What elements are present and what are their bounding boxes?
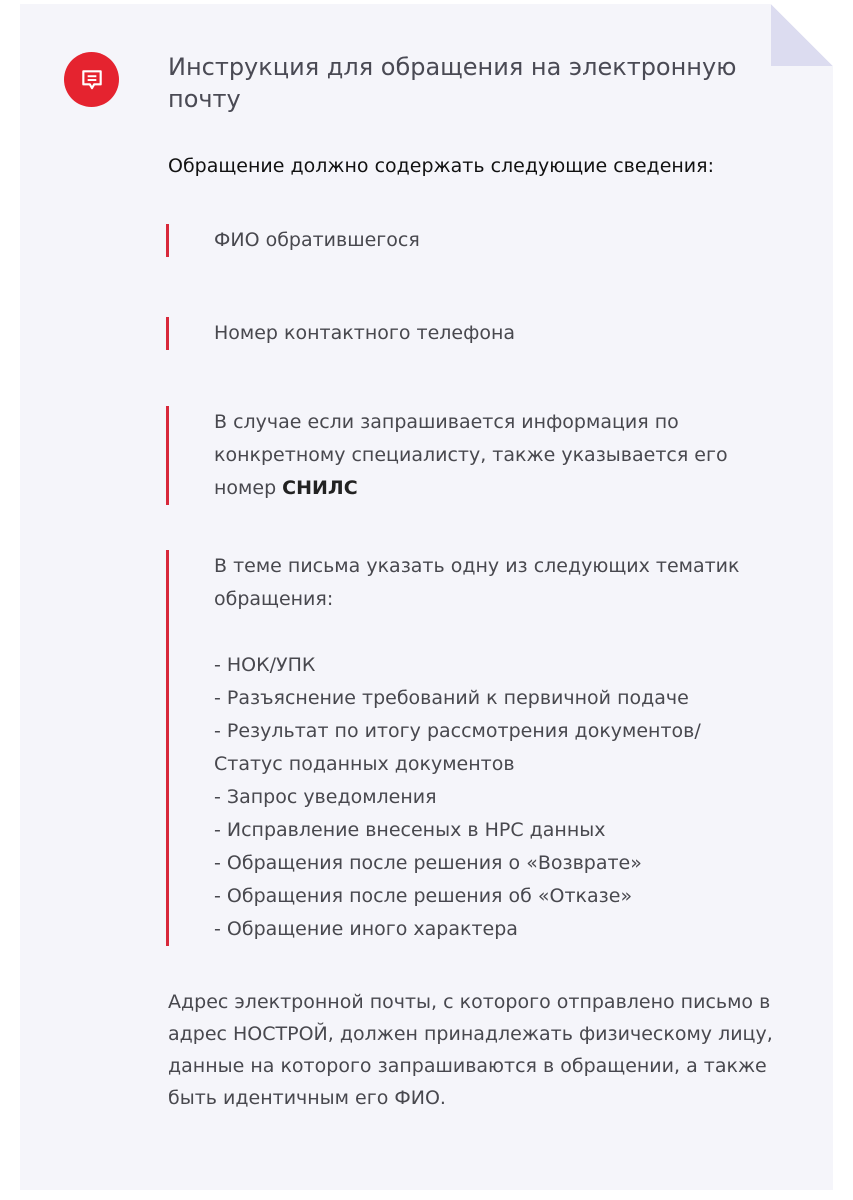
requirement-bold-text: СНИЛС xyxy=(282,477,358,499)
footer-note: Адрес электронной почты, с которого отправлено письмо в адрес НОСТРОЙ, должен принадлежать физическому лицу, данные на которого запрашиваются в обращении, а также быть идентичным его ФИО. xyxy=(168,991,773,1109)
message-icon xyxy=(64,52,119,107)
instruction-card xyxy=(20,4,833,1190)
requirement-text: В теме письма указать одну из следующих тематик обращения: xyxy=(214,555,740,610)
requirement-item-name xyxy=(166,224,766,257)
requirement-item-phone xyxy=(166,317,766,350)
topic-item: - Обращения после решения об «Отказе» xyxy=(214,885,633,907)
requirement-text: В случае если запрашивается информация по конкретному специалисту, также указывается его номер xyxy=(214,411,728,499)
intro-text: Обращение должно содержать следующие сведения: xyxy=(168,155,714,177)
page-title: Инструкция для обращения на электронную почту xyxy=(168,53,737,113)
requirement-item-subject xyxy=(166,550,766,946)
topic-item: - Результат по итогу рассмотрения документов/ Статус поданных документов xyxy=(214,720,701,775)
topic-item: - Разъяснение требований к первичной подаче xyxy=(214,687,689,709)
requirement-item-snils xyxy=(166,406,766,505)
requirement-text: ФИО обратившегося xyxy=(214,229,420,251)
topic-list xyxy=(214,649,766,946)
requirement-text: Номер контактного телефона xyxy=(214,322,516,344)
topic-item: - НОК/УПК xyxy=(214,654,316,676)
topic-item: - Обращение иного характера xyxy=(214,918,518,940)
topic-item: - Обращения после решения о «Возврате» xyxy=(214,852,642,874)
message-icon-glyph xyxy=(79,67,105,93)
topic-item: - Исправление внесеных в НРС данных xyxy=(214,819,606,841)
topic-item: - Запрос уведомления xyxy=(214,786,437,808)
